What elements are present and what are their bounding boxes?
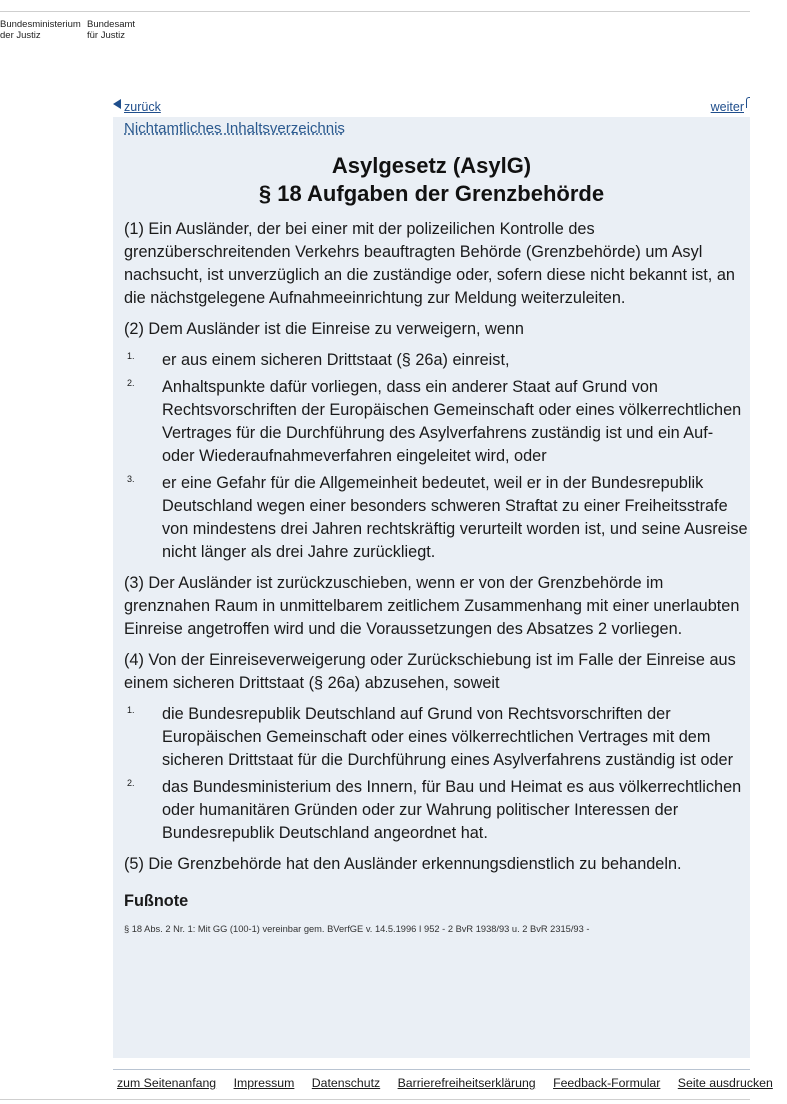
footnote-text: § 18 Abs. 2 Nr. 1: Mit GG (100-1) vereinbar gem. BVerfGE v. 14.5.1996 I 952 - 2 BvR 1938/93 u. 2 BvR 2315/93 - bbox=[124, 924, 590, 934]
back-arrow-icon bbox=[113, 99, 121, 109]
footnote-heading: Fußnote bbox=[124, 892, 189, 910]
table-of-contents-link[interactable]: Nichtamtliches Inhaltsverzeichnis bbox=[124, 120, 345, 137]
list-item-text: er aus einem sicheren Drittstaat (§ 26a) einreist, bbox=[162, 351, 510, 369]
list-number: 2. bbox=[127, 378, 135, 388]
footer-link-top[interactable]: zum Seitenanfang bbox=[117, 1076, 217, 1090]
law-text bbox=[124, 218, 750, 935]
paragraph-4: (4) Von der Einreiseverweigerung oder Zurückschiebung ist im Falle der Einreise aus einem sicheren Drittstaat (§ 26a) abzusehen, soweit bbox=[124, 651, 736, 692]
list-item bbox=[124, 349, 750, 372]
footer-link-accessibility[interactable]: Barrierefreiheitserklärung bbox=[397, 1076, 536, 1090]
law-title: Asylgesetz (AsylG) bbox=[331, 153, 532, 178]
top-navigation bbox=[113, 99, 750, 117]
top-divider bbox=[0, 11, 750, 12]
list-item-text: Anhaltspunkte dafür vorliegen, dass ein anderer Staat auf Grund von Rechtsvorschriften der Europäischen Gemeinschaft oder eines völkerrechtlichen Vertrages für die Durchführung des Asylverfahrens zuständig ist und ein Auf- oder Wiederaufnahmeverfahren eingeleitet wird, oder bbox=[162, 378, 742, 465]
list-item bbox=[124, 376, 750, 468]
page-title bbox=[113, 152, 750, 208]
back-link[interactable] bbox=[113, 100, 161, 114]
footer-divider bbox=[113, 1069, 750, 1070]
paragraph-3: (3) Der Ausländer ist zurückzuschieben, wenn er von der Grenzbehörde im grenznahen Raum in unmittelbarem zeitlichem Zusammenhang mit einer unerlaubten Einreise angetroffen wird und die Voraussetzungen des Absatzes 2 vorliegen. bbox=[124, 574, 740, 638]
next-link[interactable]: weiter bbox=[710, 100, 744, 114]
office-logo-text: Bundesamt für Justiz bbox=[87, 19, 136, 41]
paragraph-4-list bbox=[124, 703, 750, 845]
footer-link-print[interactable]: Seite ausdrucken bbox=[677, 1076, 773, 1090]
list-item-text: das Bundesministerium des Innern, für Bau und Heimat es aus völkerrechtlichen oder humanitären Gründen oder zur Wahrung politischer Interessen der Bundesrepublik Deutschland angeordnet hat. bbox=[162, 778, 742, 842]
law-content bbox=[113, 117, 750, 1058]
footer-link-feedback[interactable]: Feedback-Formular bbox=[553, 1076, 661, 1090]
list-item bbox=[124, 776, 750, 845]
ministry-logo-text: Bundesministerium der Justiz bbox=[0, 19, 81, 41]
footer-link-imprint[interactable]: Impressum bbox=[233, 1076, 295, 1090]
list-item bbox=[124, 472, 750, 564]
bottom-divider bbox=[0, 1099, 750, 1100]
list-item-text: er eine Gefahr für die Allgemeinheit bedeutet, weil er in der Bundesrepublik Deutschland wegen einer besonders schweren Straftat zu einer Freiheitsstrafe von mindestens drei Jahren rechtskräftig verurteilt worden ist, und seine Ausreise nicht länger als drei Jahre zurückliegt. bbox=[162, 474, 748, 561]
next-arrow-icon bbox=[746, 97, 750, 108]
list-number: 3. bbox=[127, 474, 135, 484]
list-number: 2. bbox=[127, 778, 135, 788]
list-item-text: die Bundesrepublik Deutschland auf Grund von Rechtsvorschriften der Europäischen Gemeinschaft oder eines völkerrechtlichen Vertrages mit dem sicheren Drittstaat für die Durchführung eines Asylverfahrens zuständig ist oder bbox=[162, 705, 734, 769]
paragraph-5: (5) Die Grenzbehörde hat den Ausländer erkennungsdienstlich zu behandeln. bbox=[124, 855, 682, 873]
list-number: 1. bbox=[127, 351, 135, 361]
footer-link-privacy[interactable]: Datenschutz bbox=[311, 1076, 381, 1090]
paragraph-2-list bbox=[124, 349, 750, 564]
list-number: 1. bbox=[127, 705, 135, 715]
list-item bbox=[124, 703, 750, 772]
footer-navigation bbox=[117, 1076, 787, 1090]
section-title: § 18 Aufgaben der Grenzbehörde bbox=[258, 181, 605, 206]
back-link-label: zurück bbox=[124, 100, 161, 114]
paragraph-2: (2) Dem Ausländer ist die Einreise zu verweigern, wenn bbox=[124, 320, 524, 338]
paragraph-1: (1) Ein Ausländer, der bei einer mit der polizeilichen Kontrolle des grenzüberschreitenden Verkehrs beauftragten Behörde (Grenzbehörde) um Asyl nachsucht, ist unverzüglich an die zuständige oder, sofern diese nicht bekannt ist, an die nächstgelegene Aufnahmeeinrichtung zur Meldung weiterzuleiten. bbox=[124, 220, 735, 307]
